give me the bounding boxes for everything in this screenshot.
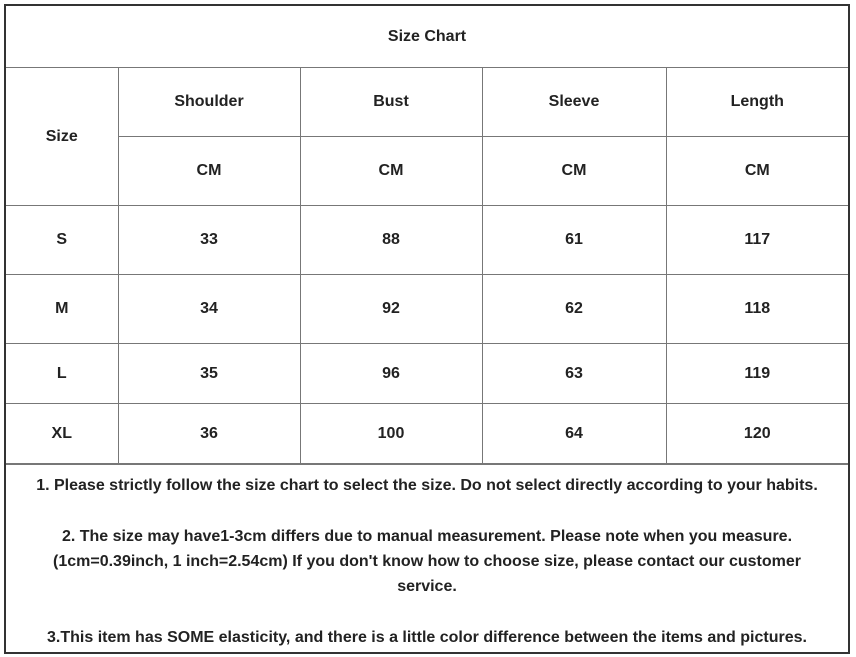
shoulder-cell: 36 xyxy=(118,404,300,464)
bust-cell: 92 xyxy=(300,275,482,344)
size-cell: M xyxy=(6,275,118,344)
unit-bust: CM xyxy=(300,137,482,206)
unit-row xyxy=(6,137,848,206)
bust-cell: 96 xyxy=(300,344,482,404)
sleeve-cell: 61 xyxy=(482,206,666,275)
size-table xyxy=(6,6,848,464)
column-header-bust: Bust xyxy=(300,68,482,137)
size-cell: L xyxy=(6,344,118,404)
unit-length: CM xyxy=(666,137,848,206)
size-header: Size xyxy=(6,68,118,206)
table-row xyxy=(6,404,848,464)
note-2-line-3: service. xyxy=(397,578,457,595)
shoulder-cell: 34 xyxy=(118,275,300,344)
column-header-sleeve: Sleeve xyxy=(482,68,666,137)
table-row xyxy=(6,275,848,344)
unit-shoulder: CM xyxy=(118,137,300,206)
sleeve-cell: 62 xyxy=(482,275,666,344)
header-row xyxy=(6,68,848,137)
length-cell: 117 xyxy=(666,206,848,275)
shoulder-cell: 33 xyxy=(118,206,300,275)
unit-sleeve: CM xyxy=(482,137,666,206)
table-row xyxy=(6,206,848,275)
column-header-shoulder: Shoulder xyxy=(118,68,300,137)
shoulder-cell: 35 xyxy=(118,344,300,404)
length-cell: 119 xyxy=(666,344,848,404)
bust-cell: 100 xyxy=(300,404,482,464)
note-1: 1. Please strictly follow the size chart to select the size. Do not select directly according to your habits. xyxy=(36,477,818,494)
column-header-length: Length xyxy=(666,68,848,137)
note-2-line-1: 2. The size may have1-3cm differs due to manual measurement. Please note when you measure. xyxy=(61,528,793,545)
bust-cell: 88 xyxy=(300,206,482,275)
length-cell: 120 xyxy=(666,404,848,464)
size-chart xyxy=(4,4,850,654)
length-cell: 118 xyxy=(666,275,848,344)
note-3: 3.This item has SOME elasticity, and there is a little color difference between the items and pictures. xyxy=(47,629,807,646)
sleeve-cell: 64 xyxy=(482,404,666,464)
size-cell: S xyxy=(6,206,118,275)
note-2-line-2: (1cm=0.39inch, 1 inch=2.54cm) If you don't know how to choose size, please contact our customer xyxy=(53,553,801,570)
chart-title: Size Chart xyxy=(6,6,848,68)
notes-section xyxy=(6,464,848,650)
table-row xyxy=(6,344,848,404)
title-row xyxy=(6,6,848,68)
sleeve-cell: 63 xyxy=(482,344,666,404)
size-cell: XL xyxy=(6,404,118,464)
